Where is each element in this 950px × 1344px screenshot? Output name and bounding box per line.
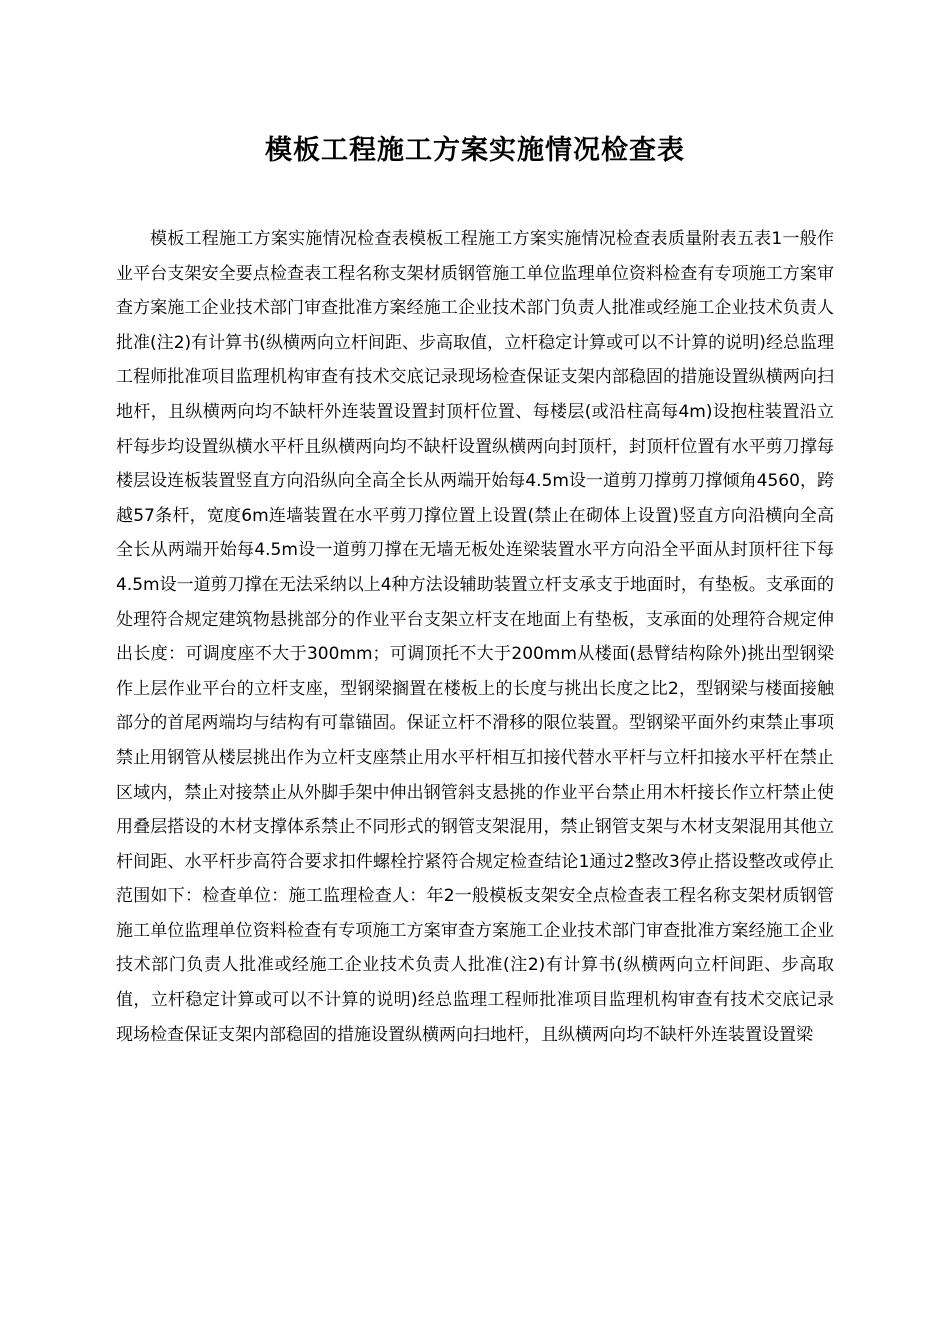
document-title: 模板工程施工方案实施情况检查表: [265, 135, 685, 166]
document-body-paragraph: 模板工程施工方案实施情况检查表模板工程施工方案实施情况检查表质量附表五表1一般作业平台支架安全要点检查表工程名称支架材质钢管施工单位监理单位资料检查有专项施工方案审查方案施工企业技术部门审查批准方案经施工企业技术部门负责人批准或经施工企业技术负责人批准(注2)有计算书(纵横两向立杆间距、步高取值，立杆稳定计算或可以不计算的说明)经总监理工程师批准项目监理机构审查有技术交底记录现场检查保证支架内部稳固的措施设置纵横两向扫地杆，且纵横两向均不缺杆外连装置设置封顶杆位置、每楼层(或沿柱高每4m)设抱柱装置沿立杆每步均设置纵横水平杆且纵横两向均不缺杆设置纵横两向封顶杆，封顶杆位置有水平剪刀撑每楼层设连板装置竖直方向沿纵向全高全长从两端开始每4.5m设一道剪刀撑剪刀撑倾角4560，跨越57条杆，宽度6m连墙装置在水平剪刀撑位置上设置(禁止在砌体上设置)竖直方向沿横向全高全长从两端开始每4.5m设一道剪刀撑在无墙无板处连梁装置水平方向沿全平面从封顶杆往下每4.5m设一道剪刀撑在无法采纳以上4种方法设辅助装置立杆支承支于地面时，有垫板。支承面的处理符合规定建筑物悬挑部分的作业平台支架立杆支在地面上有垫板，支承面的处理符合规定伸出长度：可调度座不大于300mm；可调顶托不大于200mm从楼面(悬臂结构除外)挑出型钢梁作上层作业平台的立杆支座，型钢梁搁置在楼板上的长度与挑出长度之比2，型钢梁与楼面接触部分的首尾两端均与结构有可靠锚固。保证立杆不滑移的限位装置。型钢梁平面外约束禁止事项禁止用钢管从楼层挑出作为立杆支座禁止用水平杆相互扣接代替水平杆与立杆扣接水平杆在禁止区域内，禁止对接禁止从外脚手架中伸出钢管斜支悬挑的作业平台禁止用木杆接长作立杆禁止使用叠层搭设的木材支撑体系禁止不同形式的钢管支架混用，禁止钢管支架与木材支架混用其他立杆间距、水平杆步高符合要求扣件螺栓拧紧符合规定检查结论1通过2整改3停止搭设整改或停止范围如下：检查单位：施工监理检查人：年2一般模板支架安全点检查表工程名称支架材质钢管施工单位监理单位资料检查有专项施工方案审查方案施工企业技术部门审查批准方案经施工企业技术部门负责人批准或经施工企业技术负责人批准(注2)有计算书(纵横两向立杆间距、步高取值，立杆稳定计算或可以不计算的说明)经总监理工程师批准项目监理机构审查有技术交底记录现场检查保证支架内部稳固的措施设置纵横两向扫地杆，且纵横两向均不缺杆外连装置设置梁: [116, 229, 834, 1045]
